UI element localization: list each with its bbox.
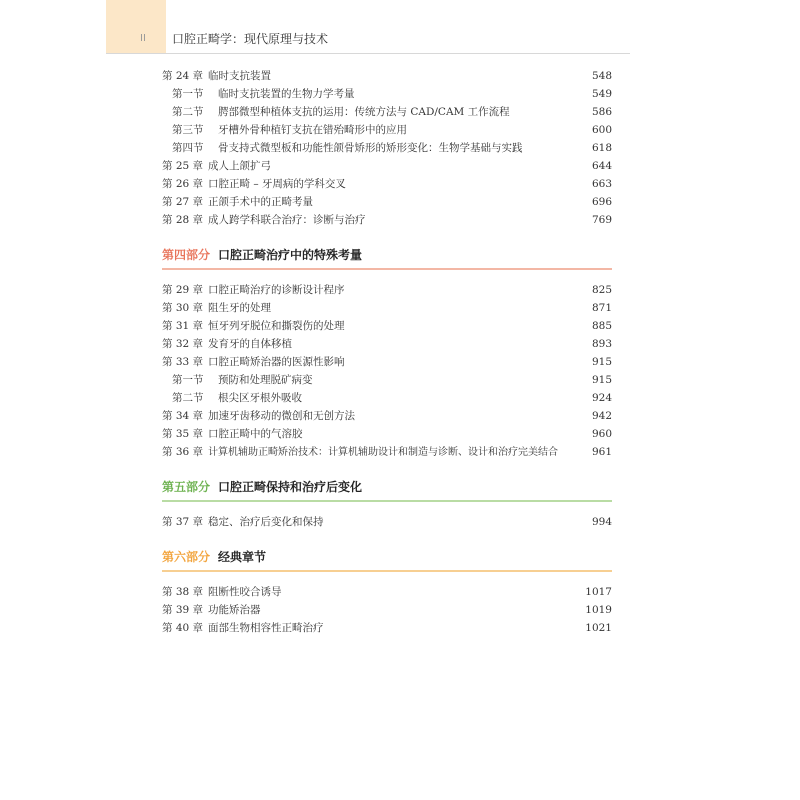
toc-chapter-24[interactable]: 第 24 章 临时支抗装置 548 — [162, 70, 612, 82]
part-6-heading[interactable] — [162, 547, 612, 567]
part-4-rule — [162, 268, 612, 270]
header-tab — [106, 0, 166, 53]
toc-section-33-1[interactable]: 第一节 预防和处理脱矿病变 915 — [172, 374, 612, 386]
toc-chapter-33[interactable]: 第 33 章 口腔正畸矫治器的医源性影响 915 — [162, 356, 612, 368]
toc-chapter-35[interactable]: 第 35 章 口腔正畸中的气溶胶 960 — [162, 428, 612, 440]
toc-chapter-29[interactable]: 第 29 章 口腔正畸治疗的诊断设计程序 825 — [162, 284, 612, 296]
header-rule — [106, 53, 630, 54]
toc-chapter-39[interactable]: 第 39 章 功能矫治器 1019 — [162, 604, 612, 616]
toc-chapter-31[interactable]: 第 31 章 恒牙列牙脱位和撕裂伤的处理 885 — [162, 320, 612, 332]
part-4-number: 第四部分 — [162, 248, 211, 262]
part-4-heading[interactable] — [162, 245, 612, 265]
toc-chapter-40[interactable]: 第 40 章 面部生物相容性正畸治疗 1021 — [162, 622, 612, 634]
toc-chapter-25[interactable]: 第 25 章 成人上颌扩弓 644 — [162, 160, 612, 172]
part-5-rule — [162, 500, 612, 502]
page-number: II — [140, 33, 146, 44]
toc-section-33-2[interactable]: 第二节 根尖区牙根外吸收 924 — [172, 392, 612, 404]
toc-section-24-1[interactable]: 第一节 临时支抗装置的生物力学考量 549 — [172, 88, 612, 100]
book-title: 口腔正畸学：现代原理与技术 — [172, 32, 329, 46]
part-5-number: 第五部分 — [162, 480, 211, 494]
toc-chapter-38[interactable]: 第 38 章 阻断性咬合诱导 1017 — [162, 586, 612, 598]
part-5-heading[interactable] — [162, 477, 612, 497]
part-6-title: 经典章节 — [218, 550, 267, 564]
toc-chapter-37[interactable]: 第 37 章 稳定、治疗后变化和保持 994 — [162, 516, 612, 528]
part-4-title: 口腔正畸治疗中的特殊考量 — [218, 248, 363, 262]
toc-chapter-27[interactable]: 第 27 章 正颌手术中的正畸考量 696 — [162, 196, 612, 208]
toc-chapter-32[interactable]: 第 32 章 发育牙的自体移植 893 — [162, 338, 612, 350]
toc-chapter-36[interactable]: 第 36 章 计算机辅助正畸矫治技术：计算机辅助设计和制造与诊断、设计和治疗完美结合 961 — [162, 446, 612, 458]
toc-chapter-26[interactable]: 第 26 章 口腔正畸 – 牙周病的学科交叉 663 — [162, 178, 612, 190]
toc-chapter-30[interactable]: 第 30 章 阻生牙的处理 871 — [162, 302, 612, 314]
toc-section-24-3[interactable]: 第三节 牙槽外骨种植钉支抗在错殆畸形中的应用 600 — [172, 124, 612, 136]
toc-section-24-4[interactable]: 第四节 骨支持式微型板和功能性颌骨矫形的矫形变化：生物学基础与实践 618 — [172, 142, 612, 154]
toc-chapter-34[interactable]: 第 34 章 加速牙齿移动的微创和无创方法 942 — [162, 410, 612, 422]
part-6-rule — [162, 570, 612, 572]
toc-chapter-28[interactable]: 第 28 章 成人跨学科联合治疗：诊断与治疗 769 — [162, 214, 612, 226]
part-5-title: 口腔正畸保持和治疗后变化 — [218, 480, 363, 494]
toc-section-24-2[interactable]: 第二节 腭部微型种植体支抗的运用：传统方法与 CAD/CAM 工作流程 586 — [172, 106, 612, 118]
part-6-number: 第六部分 — [162, 550, 211, 564]
